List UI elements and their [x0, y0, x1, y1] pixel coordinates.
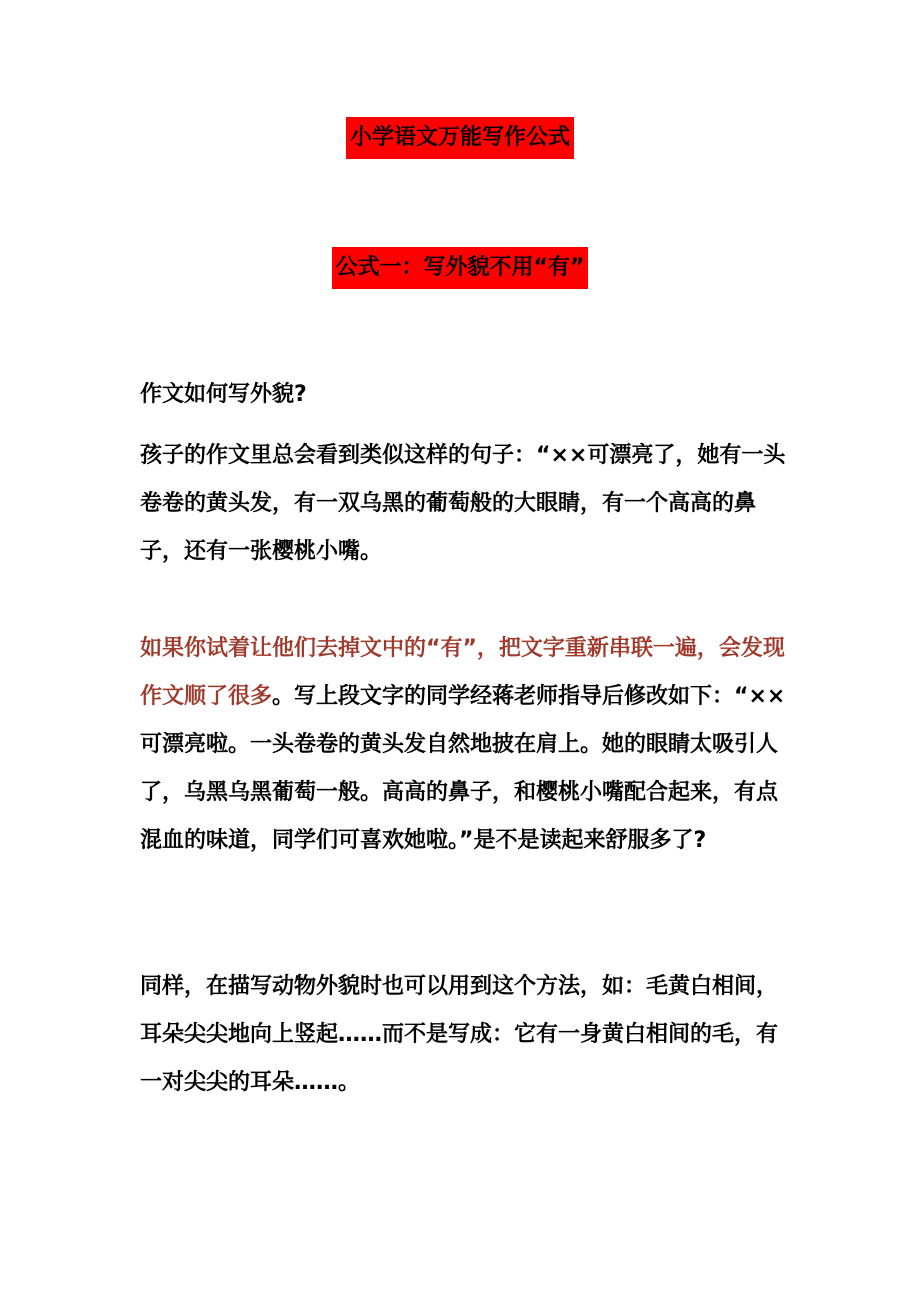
paragraph-revision — [140, 625, 790, 865]
formula-title: 公式一：写外貌不用“有” — [332, 247, 589, 289]
question-heading: 作文如何写外貌? — [140, 382, 307, 407]
main-title-row — [0, 117, 920, 159]
revision-text: 。写上段文字的同学经蒋老师指导后修改如下：“××可漂亮啦。一头卷卷的黄头发自然地披在肩上。她的眼睛太吸引人了，乌黑乌黑葡萄一般。高高的鼻子，和樱桃小嘴配合起来，有点混血的味道，同学们可喜欢她啦。”是不是读起来舒服多了? — [140, 684, 786, 853]
paragraph-animal-example: 同样，在描写动物外貌时也可以用到这个方法，如：毛黄白相间，耳朵尖尖地向上竖起……而不是写成：它有一身黄白相间的毛，有一对尖尖的耳朵……。 — [140, 974, 779, 1095]
highlighted-advice: 如果你试着让他们去掉文中的“有”，把文字重新串联一遍，会发现作文顺了很多 — [140, 636, 785, 709]
main-title: 小学语文万能写作公式 — [346, 117, 574, 159]
formula-title-row — [0, 247, 920, 289]
paragraph-example: 孩子的作文里总会看到类似这样的句子：“××可漂亮了，她有一头卷卷的黄头发，有一双乌黑的葡萄般的大眼睛，有一个高高的鼻子，还有一张樱桃小嘴。 — [140, 443, 786, 564]
